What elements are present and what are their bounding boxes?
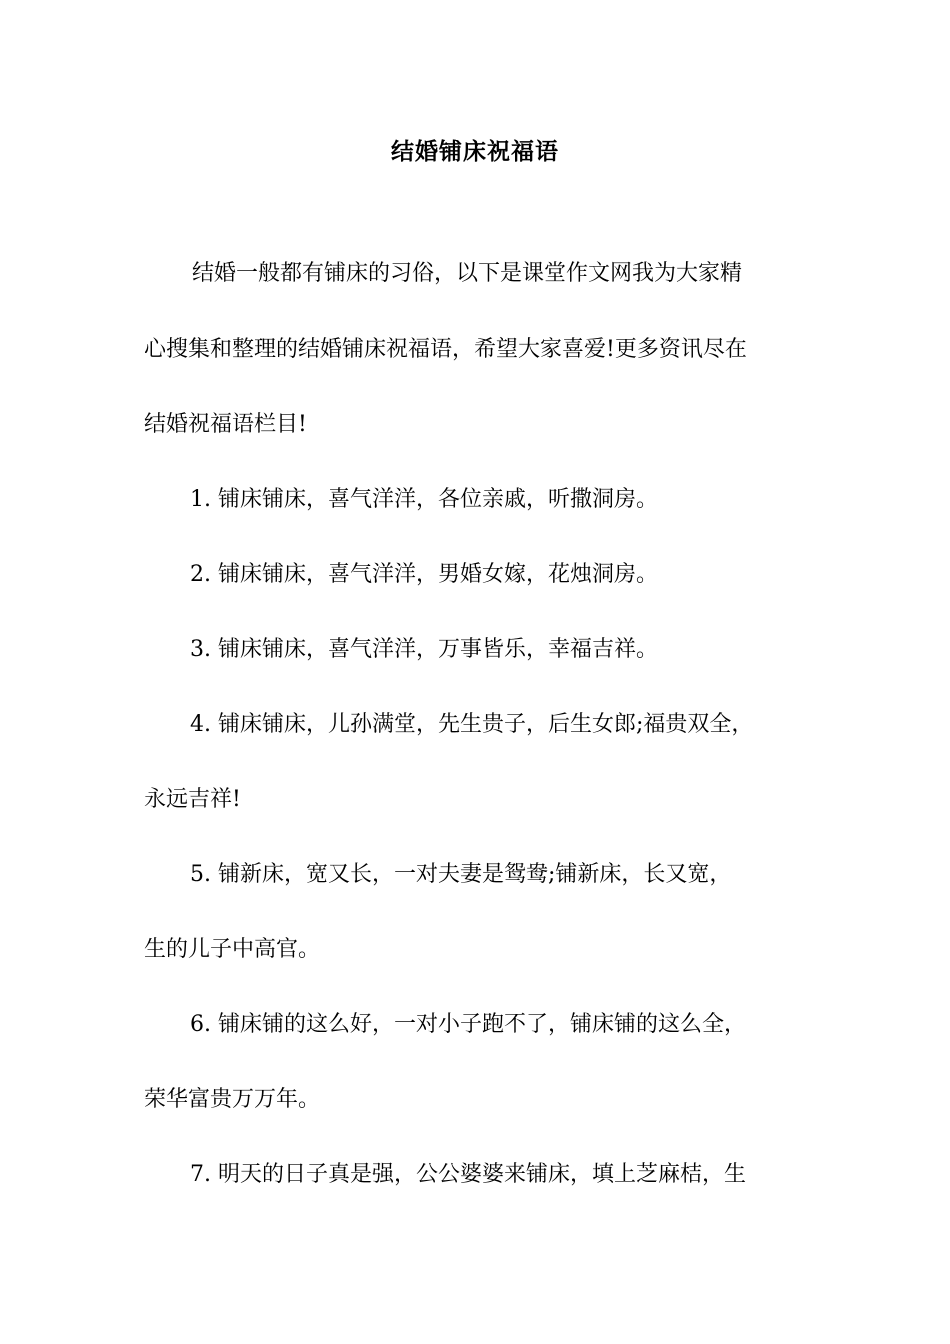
paragraph-intro-line-3: 结婚祝福语栏目! [144, 412, 307, 437]
list-item-2: 2. 铺床铺床，喜气洋洋，男婚女嫁，花烛洞房。 [190, 562, 658, 587]
paragraph-intro-line-2: 心搜集和整理的结婚铺床祝福语，希望大家喜爱!更多资讯尽在 [144, 337, 747, 362]
list-item-7-line-1: 7. 明天的日子真是强，公公婆婆来铺床，填上芝麻桔，生 [190, 1162, 746, 1187]
document-title: 结婚铺床祝福语 [391, 138, 559, 165]
list-item-4-line-2: 永远吉祥! [144, 787, 241, 812]
list-item-5-line-1: 5. 铺新床，宽又长，一对夫妻是鸳鸯;铺新床，长又宽， [190, 862, 732, 887]
list-item-4-line-1: 4. 铺床铺床，儿孙满堂，先生贵子，后生女郎;福贵双全， [190, 712, 754, 737]
paragraph-intro-line-1: 结婚一般都有铺床的习俗，以下是课堂作文网我为大家精 [192, 261, 743, 286]
list-item-5-line-2: 生的儿子中高官。 [144, 937, 321, 962]
list-item-1: 1. 铺床铺床，喜气洋洋，各位亲戚，听撒洞房。 [190, 487, 658, 512]
list-item-6-line-1: 6. 铺床铺的这么好，一对小子跑不了，铺床铺的这么全， [190, 1012, 746, 1037]
list-item-3: 3. 铺床铺床，喜气洋洋，万事皆乐，幸福吉祥。 [190, 637, 658, 662]
list-item-6-line-2: 荣华富贵万万年。 [144, 1087, 321, 1112]
